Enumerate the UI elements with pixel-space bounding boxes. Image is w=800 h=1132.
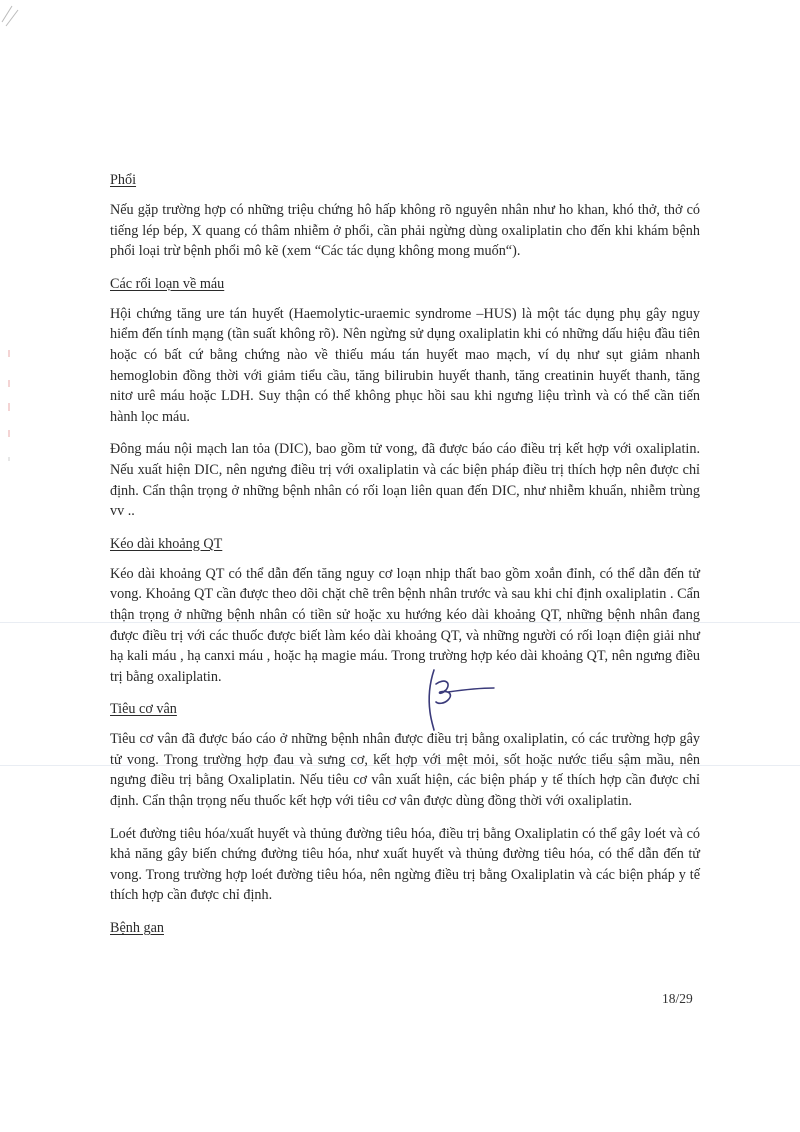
paragraph: Nếu gặp trường hợp có những triệu chứng hô hấp không rõ nguyên nhân như ho khan, khó thở, thở có tiếng lép bép, X quang có thâm nhiễm ở phổi, cần phải ngừng dùng oxaliplatin cho đến khi khám bệnh phổi loại trừ bệnh phổi mô kẽ (xem “Các tác dụng không mong muốn“). xyxy=(110,202,700,260)
scan-corner-mark xyxy=(0,0,30,30)
section-heading-liver-disease: Bệnh gan xyxy=(110,920,164,937)
paragraph: Hội chứng tăng ure tán huyết (Haemolytic-uraemic syndrome –HUS) là một tác dụng phụ gây nguy hiểm đến tính mạng (tần suất không rõ). Nên ngừng sử dụng oxaliplatin khi có những dấu hiệu đầu tiên hoặc có bất cứ bằng chứng nào về thiếu máu tán huyết mao mạch, ví dụ như sụt giảm nhanh hemoglobin đồng thời với giảm tiểu cầu, tăng bilirubin huyết thanh, tăng creatinin huyết thanh, tăng nitơ urê máu hoặc LDH. Suy thận có thể không phục hồi sau khi ngưng liệu trình và có thể cần tiến hành lọc máu. xyxy=(110,305,700,425)
margin-marks xyxy=(4,345,14,485)
section-heading-qt-prolongation: Kéo dài khoảng QT xyxy=(110,535,223,552)
section-heading-blood-disorders: Các rối loạn về máu xyxy=(110,275,225,292)
document-body xyxy=(110,170,700,948)
section-heading-rhabdomyolysis: Tiêu cơ vân xyxy=(110,701,177,718)
page-number: 18/29 xyxy=(662,991,693,1006)
handwritten-signature xyxy=(400,662,500,732)
paragraph: Đông máu nội mạch lan tỏa (DIC), bao gồm tử vong, đã được báo cáo điều trị kết hợp với oxaliplatin. Nếu xuất hiện DIC, nên ngưng điều trị với oxaliplatin và các biện pháp điều trị thích hợp nên được chỉ định. Cẩn thận trọng ở những bệnh nhân có rối loạn liên quan đến DIC, như nhiễm khuẩn, nhiễm trùng vv .. xyxy=(110,441,700,520)
section-heading-phoi: Phổi xyxy=(110,172,137,188)
paragraph: Kéo dài khoảng QT có thể dẫn đến tăng nguy cơ loạn nhịp thất bao gồm xoắn đỉnh, có thể dẫn đến tử vong. Khoảng QT cần được theo dõi chặt chẽ trên bệnh nhân trước và sau khi chỉ định oxaliplatin . Cẩn thận trọng ở những bệnh nhân có tiền sử hoặc xu hướng kéo dài khoảng QT, những bệnh nhân đang được điều trị với các thuốc được biết làm kéo dài khoảng QT, và những người có rối loạn điện giải như hạ kali máu , hạ canxi máu , hoặc hạ magie máu. Trong trường hợp kéo dài khoảng QT, nên ngưng điều trị bằng oxaliplatin. xyxy=(110,565,700,685)
paragraph: Loét đường tiêu hóa/xuất huyết và thủng đường tiêu hóa, điều trị bằng Oxaliplatin có thể gây loét và có khả năng gây biến chứng đường tiêu hóa, như xuất huyết và thủng đường tiêu hóa, có thể dẫn đến tử vong. Trong trường hợp loét đường tiêu hóa, nên ngừng điều trị bằng Oxaliplatin và các biện pháp y tế thích hợp cần được chỉ định. xyxy=(110,825,700,904)
paragraph: Tiêu cơ vân đã được báo cáo ở những bệnh nhân được điều trị bằng oxaliplatin, có các trường hợp gây tử vong. Trong trường hợp đau và sưng cơ, kết hợp với mệt mỏi, sốt hoặc nước tiểu sậm mầu, nên ngưng điều trị bằng Oxaliplatin. Nếu tiêu cơ vân xuất hiện, các biện pháp y tế thích hợp cần được chỉ định. Cẩn thận trọng nếu thuốc kết hợp với tiêu cơ vân được dùng đồng thời với oxaliplatin. xyxy=(110,731,700,810)
